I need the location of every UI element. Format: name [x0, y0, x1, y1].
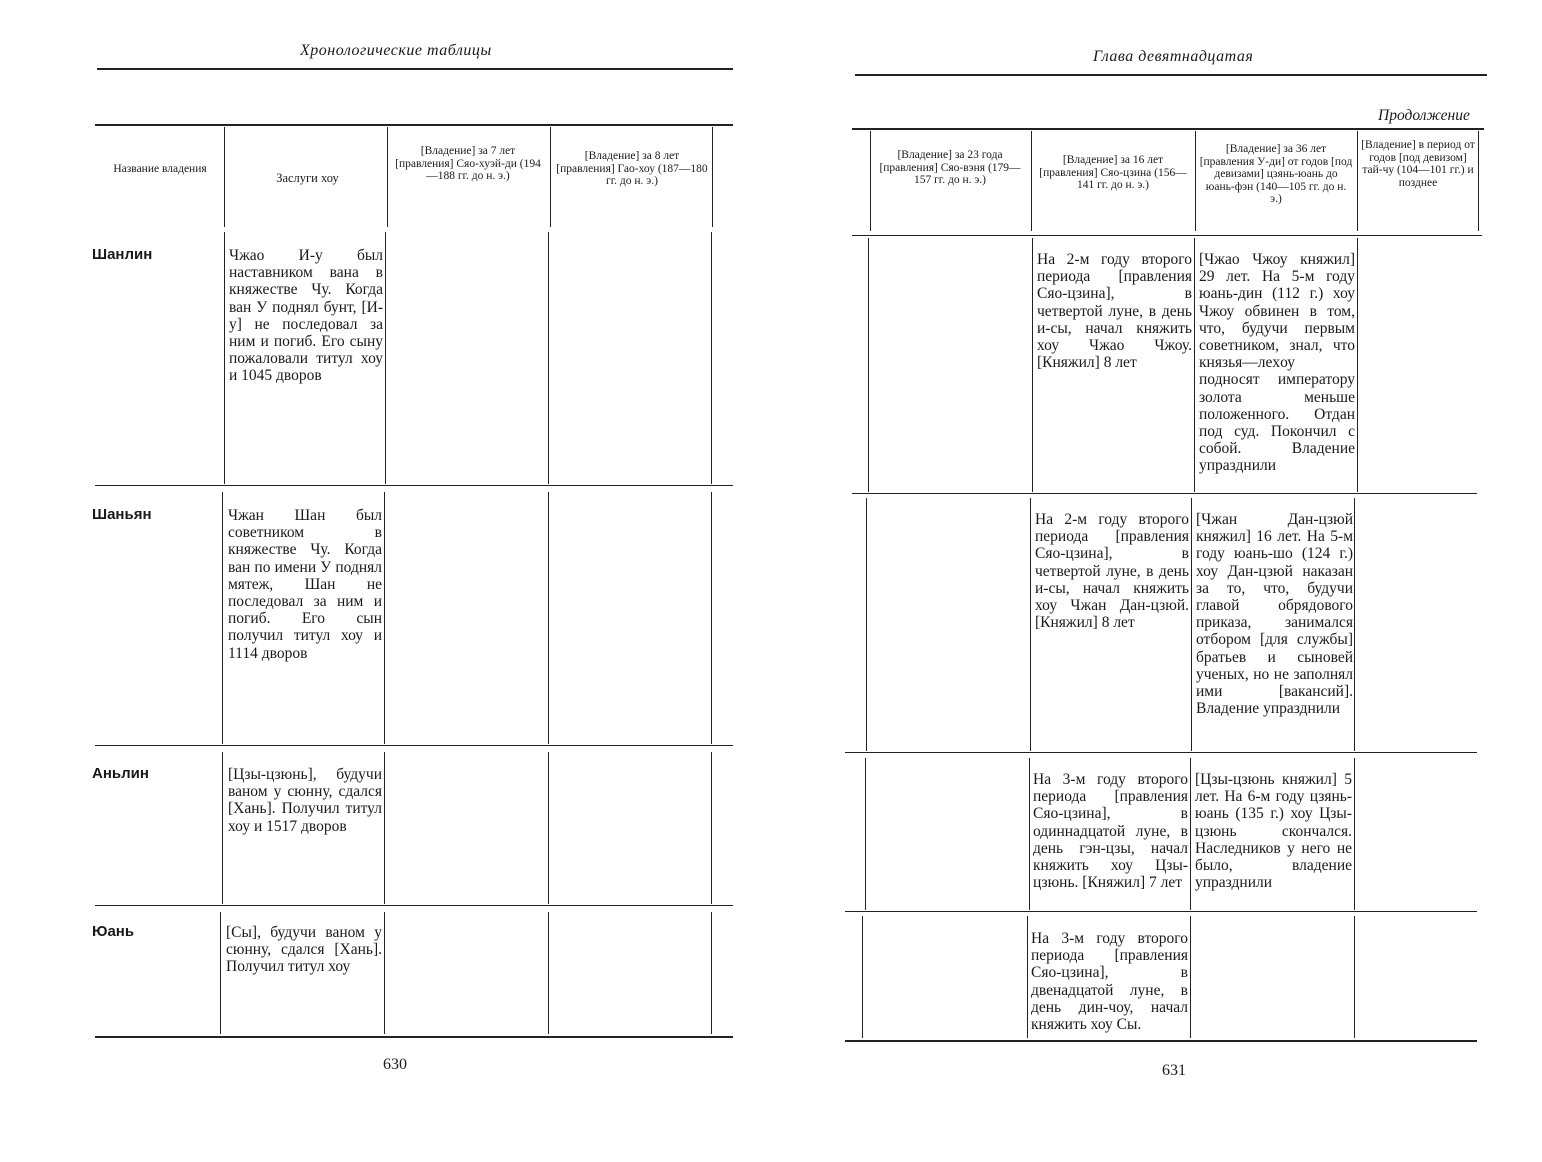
merits-cell-shanlin: Чжао И-у был наставником вана в княжестве Чу. Когда ван У поднял бунт, [И-у] не последовал за ним и погиб. Его сыну пожаловали титул хоу и 1045 дворов: [229, 247, 383, 385]
continuation-label: Продолжение: [1378, 107, 1470, 124]
c16-cell-row3: На 3-м году второго периода [правления Сяо-цзина], в одиннадцатой луне, в день гэн-цзы, начал княжить хоу Цзы-цзюнь. [Княжил] 7 лет: [1033, 771, 1188, 892]
row-name-shanyan: Шаньян: [92, 506, 152, 523]
header-col23: [Владение] за 23 года [правления] Сяо-вэня (179—157 гг. до н. э.): [879, 149, 1021, 186]
header-col16: [Владение] за 16 лет [правления] Сяо-цзина (156—141 гг. до н. э.): [1039, 154, 1187, 191]
header-merits-text: Заслуги хоу: [276, 171, 339, 185]
row-name-yuan: Юань: [92, 923, 135, 940]
right-table-top-rule: [852, 128, 1484, 130]
row-name-shanlin: Шанлин: [92, 246, 153, 263]
merits-cell-anlin: [Цзы-цзюнь], будучи ваном у сюнну, сдался [Хань]. Получил титул хоу и 1517 дворов: [228, 766, 382, 835]
merits-cell-shanyan: Чжан Шан был советником в княжестве Чу. Когда ван по имени У поднял мятеж, Шан не последовал за ним и погиб. Его сын получил титул хоу и 1114 дворов: [228, 507, 382, 662]
left-page-number: 630: [383, 1056, 407, 1073]
c16-cell-row1: На 2-м году второго периода [правления Сяо-цзина], в четвертой луне, в день и-сы, начал княжить хоу Чжао Чжоу. [Княжил] 8 лет: [1037, 251, 1192, 372]
left-head-rule: [97, 68, 733, 70]
right-page-number: 631: [1162, 1062, 1186, 1079]
right-running-head: Глава девятнадцатая: [1093, 48, 1254, 65]
left-running-head: Хронологические таблицы: [300, 42, 492, 59]
right-head-rule: [855, 74, 1487, 76]
c16-cell-row4: На 3-м году второго периода [правления Сяо-цзина], в двенадцатой луне, в день дин-чоу, начал княжить хоу Сы.: [1031, 930, 1188, 1034]
header-coltai: [Владение] в период от годов [под девизом] тай-чу (104—101 гг.) и позднее: [1361, 139, 1475, 189]
right-table-bottom-rule: [845, 1040, 1477, 1042]
left-table-top-rule: [95, 124, 733, 126]
header-merits: [240, 172, 375, 185]
header-col8: [Владение] за 8 лет [правления] Гао-хоу (187—180 гг. до н. э.): [556, 150, 708, 187]
header-col36: [Владение] за 36 лет [правления У-ди] от годов [под девизами] цзянь-юань до юань-фэн (140—105 гг. до н. э.): [1199, 143, 1353, 205]
row-name-anlin: Аньлин: [92, 765, 149, 782]
c36-cell-row3: [Цзы-цзюнь княжил] 5 лет. На 6-м году цзянь-юань (135 г.) хоу Цзы-цзюнь скончался. Наследников у него не было, владение упразднили: [1195, 771, 1352, 892]
header-col7: [Владение] за 7 лет [правления] Сяо-хуэй-ди (194—188 гг. до н. э.): [395, 145, 541, 182]
merits-cell-yuan: [Сы], будучи ваном у сюнну, сдался [Хань]. Получил титул хоу: [226, 924, 382, 976]
c36-cell-row1: [Чжао Чжоу княжил] 29 лет. На 5-м году юань-дин (112 г.) хоу Чжоу обвинен в том, что, будучи первым советником, знал, что князья—леxоу подносят императору золота меньше положенного. Отдан под суд. Покончил с собой. Владение упразднили: [1199, 251, 1355, 475]
c16-cell-row2: На 2-м году второго периода [правления Сяо-цзина], в четвертой луне, в день и-сы, начал княжить хоу Чжан Дан-цзюй. [Княжил] 8 лет: [1035, 511, 1189, 632]
c36-cell-row2: [Чжан Дан-цзюй княжил] 16 лет. На 5-м году юань-шо (124 г.) хоу Дан-цзюй наказан за то, что, будучи главой обрядового приказа, занимался отбором [для службы] братьев и сыновей ученых, но не заполнял ими [вакансий]. Владение упразднили: [1196, 511, 1353, 718]
left-table-bottom-rule: [95, 1036, 733, 1038]
header-name: Название владения: [113, 163, 207, 175]
